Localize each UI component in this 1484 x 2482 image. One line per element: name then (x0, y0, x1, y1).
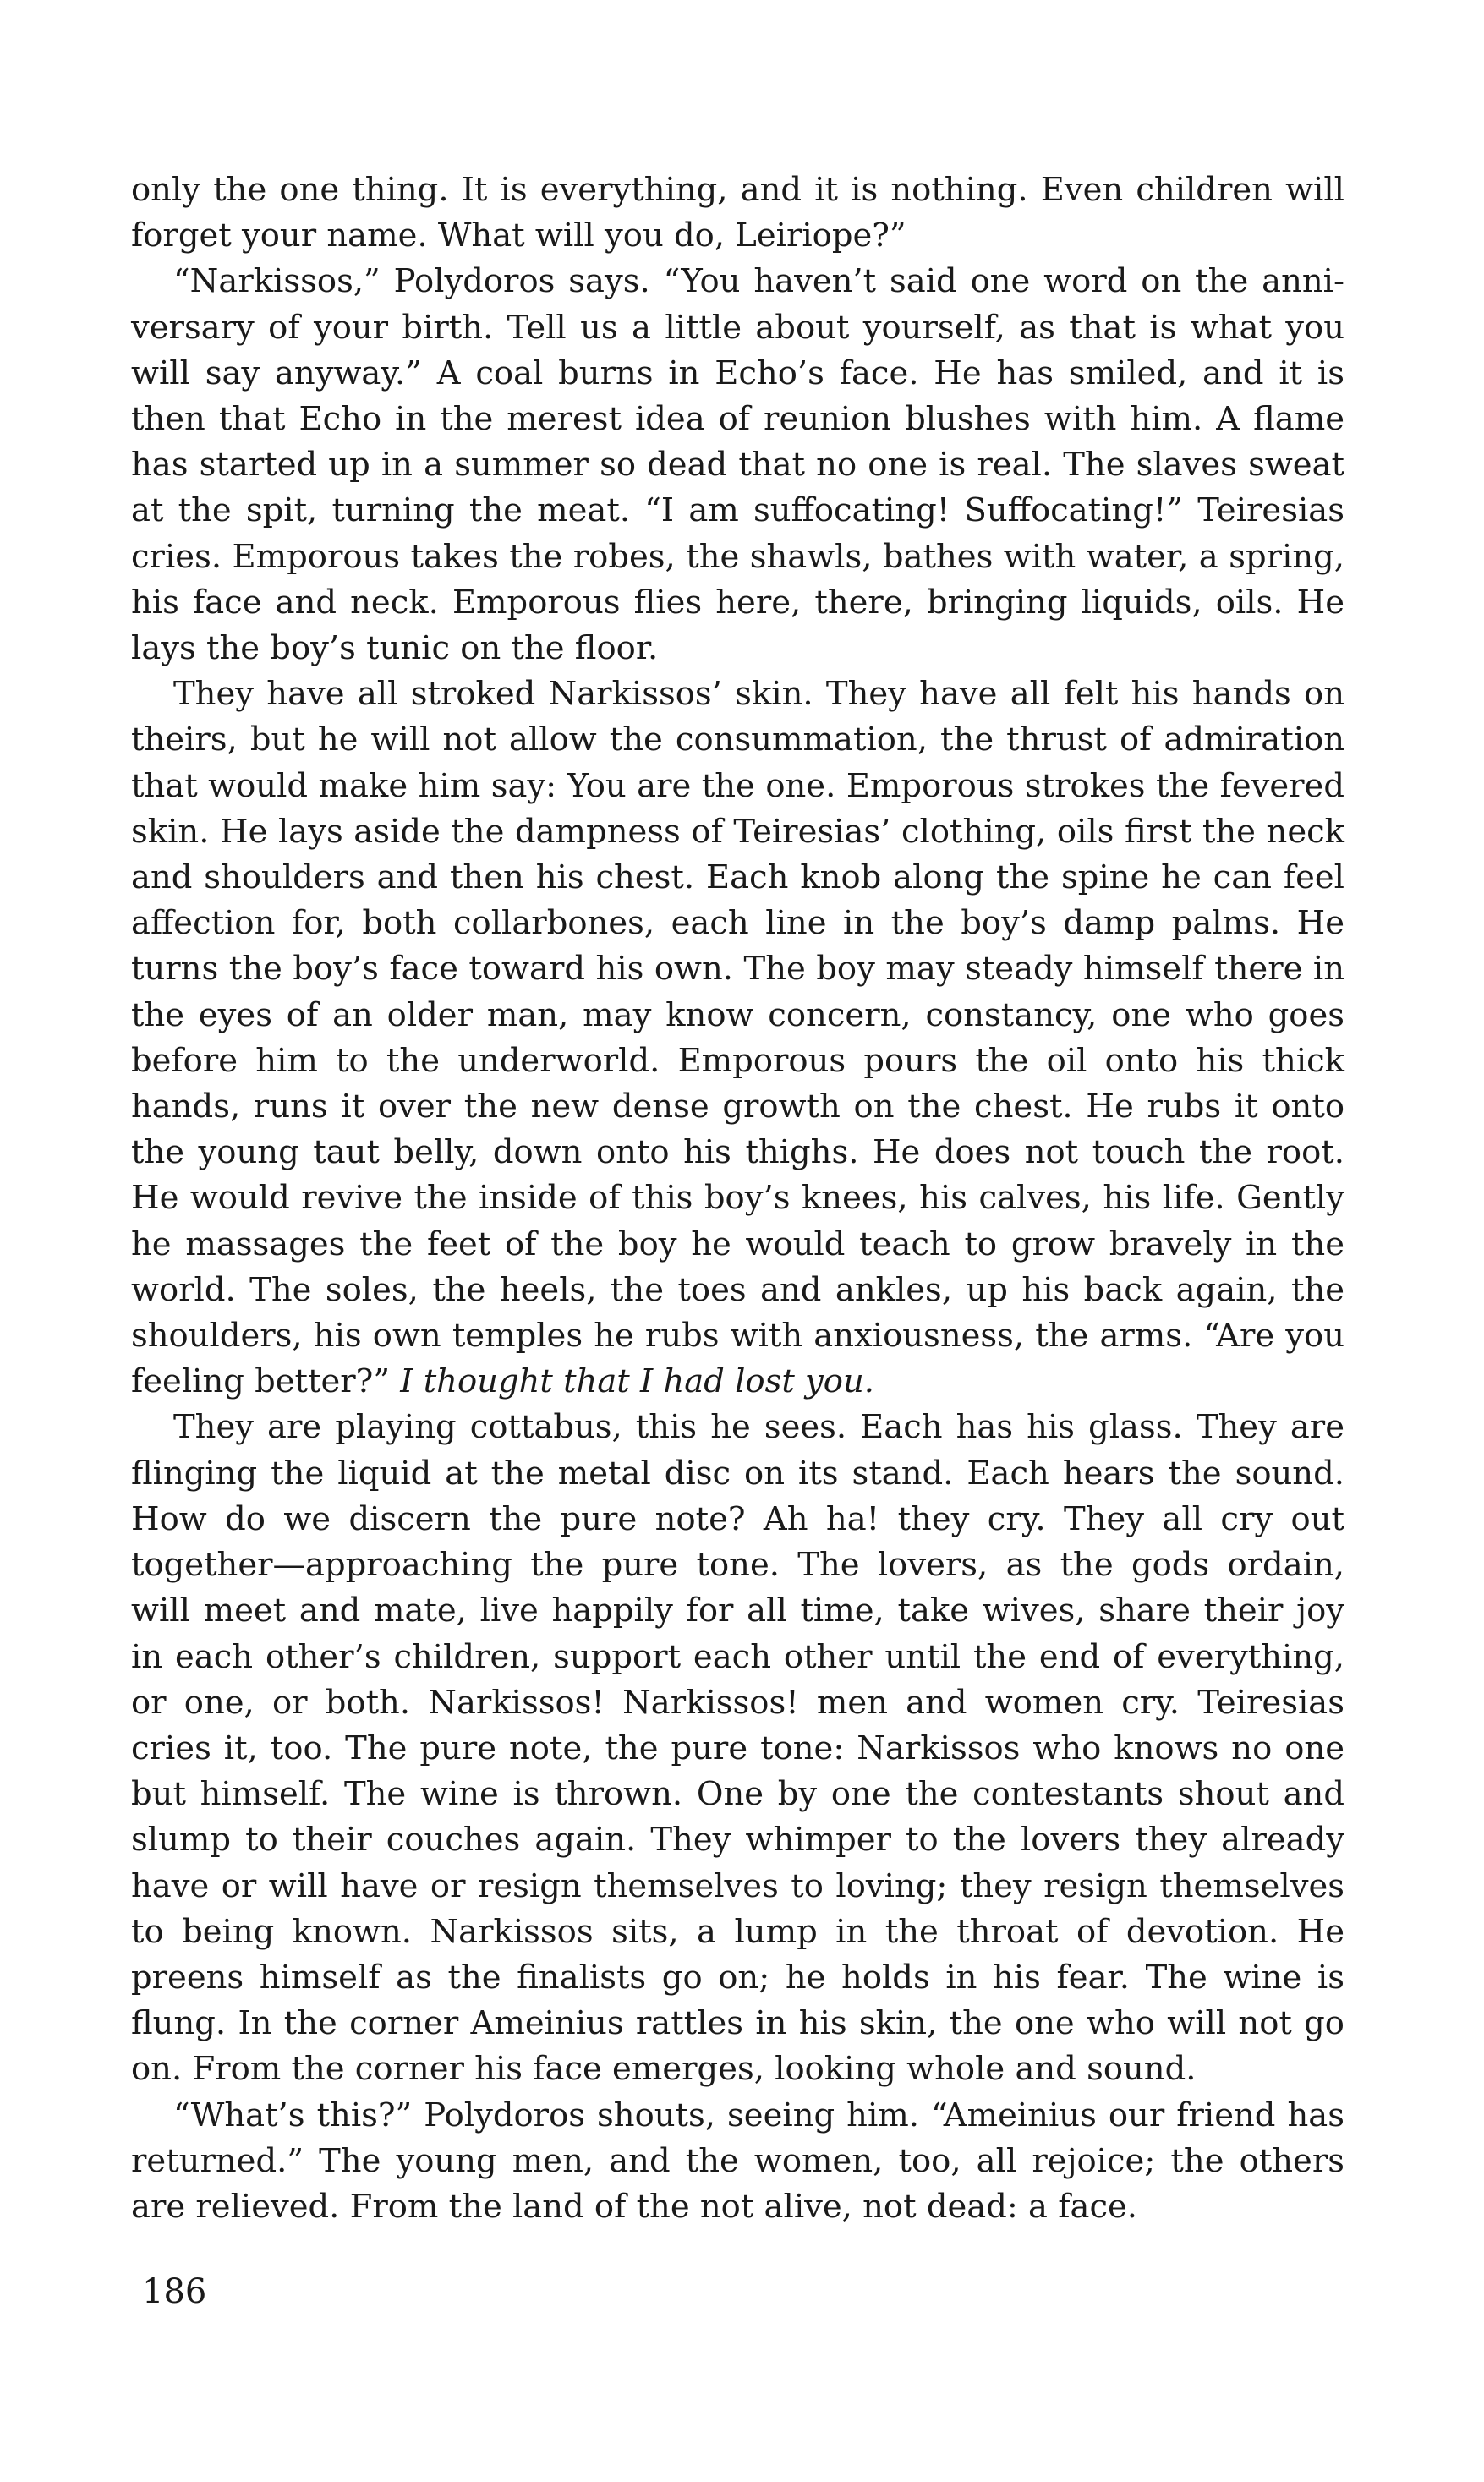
body-text (131, 167, 1344, 2230)
paragraph-3-italic-thought: I thought that I had lost you. (400, 1362, 875, 1401)
paragraph-2: “Narkissos,” Polydoros says. “You haven’t said one word on the anniversary of your birth. Tell us a little about yourself, as that is what you will say anyway.” A coal burns in Echo’s face. He has smiled, and it is then that Echo in the merest idea of reunion blushes with him. A flame has started up in a summer so dead that no one is real. The slaves sweat at the spit, turning the meat. “I am suffocating! Suffocating!” Teiresias cries. Emporous takes the robes, the shawls, bathes with water, a spring, his face and neck. Emporous flies here, there, bringing liquids, oils. He lays the boy’s tunic on the floor. (131, 262, 1344, 668)
page-number: 186 (142, 2272, 207, 2311)
paragraph-5: “What’s this?” Polydoros shouts, seeing him. “Ameinius our friend has returned.” The young men, and the women, too, all rejoice; the others are relieved. From the land of the not alive, not dead: a face. (131, 2096, 1344, 2226)
paragraph-3 (131, 671, 1344, 1405)
paragraph-3-text: They have all stroked Narkissos’ skin. They have all felt his hands on theirs, but he will not allow the consummation, the thrust of admiration that would make him say: You are the one. Emporous strokes the fevered skin. He lays aside the dampness of Teiresias’ clothing, oils first the neck and shoulders and then his chest. Each knob along the spine he can feel affection for, both collarbones, each line in the boy’s damp palms. He turns the boy’s face toward his own. The boy may steady himself there in the eyes of an older man, may know concern, constancy, one who goes before him to the underworld. Emporous pours the oil onto his thick hands, runs it over the new dense growth on the chest. He rubs it onto the young taut belly, down onto his thighs. He does not touch the root. He would revive the inside of this boy’s knees, his calves, his life. Gently he massages the feet of the boy he would teach to grow bravely in the world. The soles, the heels, the toes and ankles, up his back again, the shoulders, his own temples he rubs with anxiousness, the arms. “Are you feeling better?” (131, 675, 1344, 1401)
paragraph-4: They are playing cottabus, this he sees. Each has his glass. They are flinging the liquid at the metal disc on its stand. Each hears the sound. How do we discern the pure note? Ah ha! they cry. They all cry out together—approaching the pure tone. The lovers, as the gods ordain, will meet and mate, live happily for all time, take wives, share their joy in each other’s children, support each other until the end of everything, or one, or both. Narkissos! Narkissos! men and women cry. Teiresias cries it, too. The pure note, the pure tone: Narkissos who knows no one but himself. The wine is thrown. One by one the contestants shout and slump to their couches again. They whimper to the lovers they already have or will have or resign themselves to loving; they resign themselves to being known. Narkissos sits, a lump in the throat of devotion. He preens himself as the finalists go on; he holds in his fear. The wine is flung. In the corner Ameinius rattles in his skin, the one who will not go on. From the corner his face emerges, looking whole and sound. (131, 1408, 1344, 2089)
paragraph-1: only the one thing. It is everything, and it is nothing. Even children will forget your name. What will you do, Leiriope?” (131, 171, 1344, 255)
